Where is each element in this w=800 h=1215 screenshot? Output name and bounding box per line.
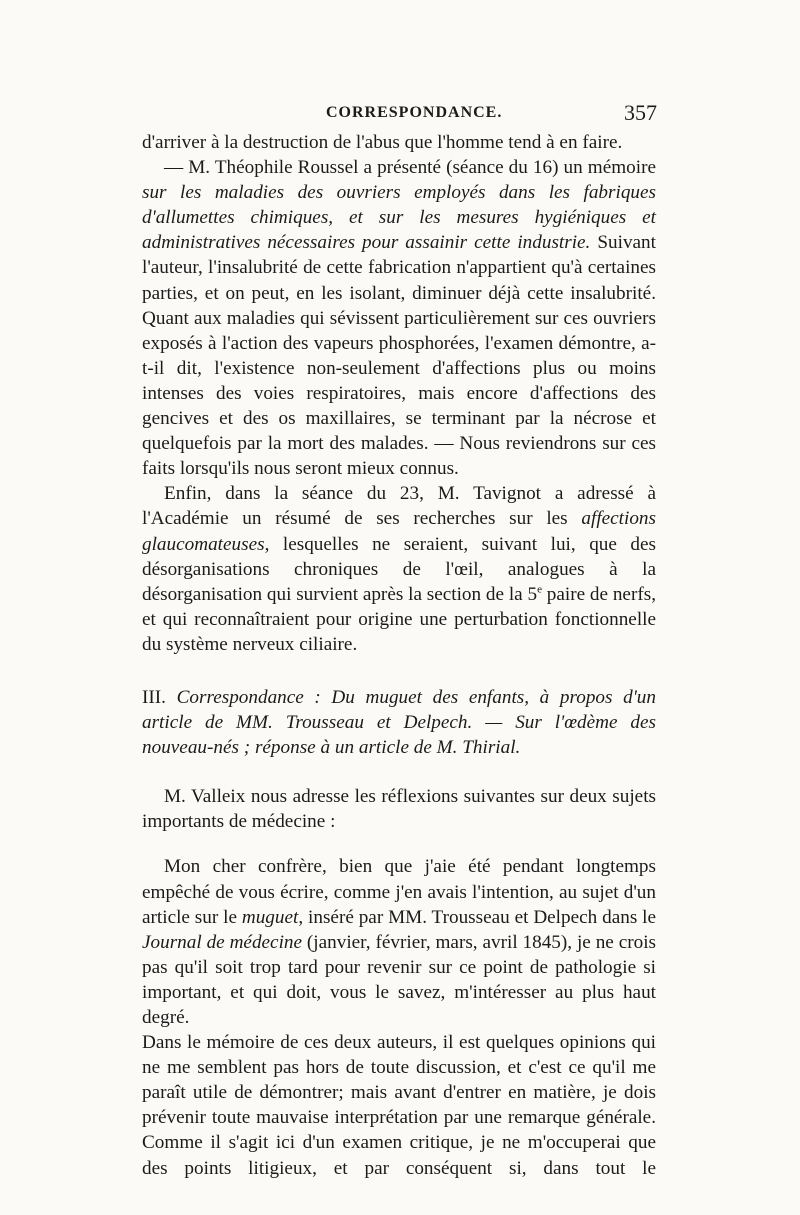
text-run: , inséré par MM. Trousseau et Delpech dans le xyxy=(298,906,657,928)
body-text xyxy=(142,130,656,1181)
text-run: , lesquelles ne seraient, suivant lui, que des désorganisations chroniques de l'œil, analogues à la désorganisation qui survient après la section de la 5 xyxy=(142,533,656,605)
memoir-title: sur les maladies des ouvriers employés dans les fabriques d'allumettes chimiques, et sur les mesures hygiéniques et administratives nécessaires pour assainir cette industrie. xyxy=(142,182,656,254)
italic-term: muguet xyxy=(241,906,299,928)
superscript: e xyxy=(537,583,542,596)
paragraph-valleix: M. Valleix nous adresse les réflexions suivantes sur deux sujets importants de médecine : xyxy=(142,786,656,833)
text-run: Mon cher confrère, bien que j'aie été pendant longtemps empêché de vous écrire, comme j'en avais l'intention, au sujet d'un article sur le xyxy=(142,856,656,928)
section-number: III. xyxy=(142,686,177,708)
paragraph-letter-opening xyxy=(142,854,656,1030)
section-title: Correspondance : Du muguet des enfants, à propos d'un article de MM. Trousseau et Delpech. — Sur l'œdème des nouveau-nés ; réponse à un article de M. Thirial. xyxy=(142,686,656,759)
text-run: — M. Théophile Roussel a présenté (séance du 16) un mémoire xyxy=(164,157,656,179)
paragraph-memoir-discussion: Dans le mémoire de ces deux auteurs, il est quelques opinions qui ne me semblent pas hors de toute discussion, et c'est ce qu'il me paraît utile de démontrer; mais avant d'entrer en matière, je dois prévenir toute mauvaise interprétation par une remarque générale. Comme il s'agit ici d'un examen critique, je ne m'occuperai que des points litigieux, et par conséquent si, dans tout le xyxy=(142,1032,656,1179)
running-header xyxy=(0,100,800,132)
journal-title: Journal de médecine xyxy=(142,931,303,953)
text-run: (janvier, février, mars, avril 1845), je ne crois pas qu'il soit trop tard pour revenir sur ce point de pathologie si important, et qui doit, vous le savez, m'intéresser au plus haut degré. xyxy=(142,931,656,1028)
text-run: paire de nerfs, et qui reconnaîtraient pour origine une perturbation fonctionnelle du système nerveux ciliaire. xyxy=(142,583,656,655)
text-run: Suivant l'auteur, l'insalubrité de cette fabrication n'appartient qu'à certaines parties, et on peut, en les isolant, diminuer déjà cette insalubrité. Quant aux maladies qui sévissent particulièrement sur ces ouvriers exposés à l'action des vapeurs phosphorées, l'examen démontre, a-t-il dit, l'existence non-seulement d'affections plus ou moins intenses des voies respiratoires, mais encore d'affections des gencives et des os maxillaires, se terminant par la nécrose et quelquefois par la mort des malades. — Nous reviendrons sur ces faits lorsqu'ils nous seront mieux connus. xyxy=(142,232,656,480)
section-heading xyxy=(142,685,656,760)
paragraph-continuation: d'arriver à la destruction de l'abus que l'homme tend à en faire. xyxy=(142,132,623,153)
page-number: 357 xyxy=(624,100,657,125)
text-run: Enfin, dans la séance du 23, M. Tavignot a adressé à l'Académie un résumé de ses recherches sur les xyxy=(142,483,656,530)
paragraph-tavignot xyxy=(142,481,656,657)
running-title: CORRESPONDANCE. xyxy=(326,104,503,121)
paragraph-roussel xyxy=(142,155,656,481)
italic-term: affections glaucomateuses xyxy=(142,508,656,555)
